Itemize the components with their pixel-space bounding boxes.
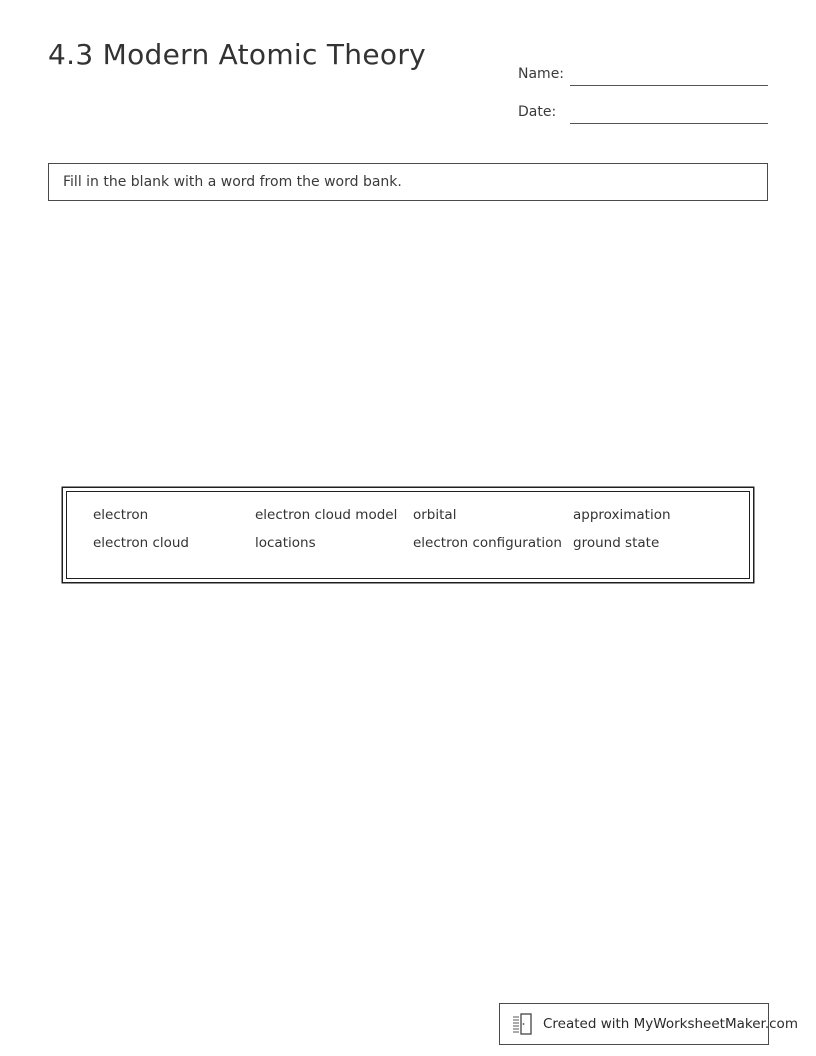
word-bank-item: ground state: [573, 534, 660, 551]
footer-badge[interactable]: [499, 1003, 798, 1045]
word-bank-item: electron cloud model: [255, 507, 398, 523]
word-bank-item: electron cloud: [93, 534, 189, 551]
word-bank: [66, 491, 750, 579]
name-date-block: [518, 48, 768, 124]
word-bank-item: approximation: [573, 507, 671, 523]
instruction-text: Fill in the blank with a word from the word bank.: [63, 174, 402, 190]
date-field-row: [518, 86, 768, 124]
name-input[interactable]: [570, 63, 768, 86]
name-label: Name:: [518, 66, 565, 82]
name-field-row: [518, 48, 768, 86]
badge-label: Created with MyWorksheetMaker.com: [543, 1016, 798, 1032]
page-title: 4.3 Modern Atomic Theory: [48, 38, 426, 71]
word-bank-grid: [67, 506, 749, 553]
word-bank-item: orbital: [413, 507, 457, 523]
word-bank-item: electron: [93, 507, 149, 523]
word-bank-item: locations: [255, 534, 316, 551]
instruction-box: [48, 163, 768, 201]
door-icon: [512, 1012, 534, 1036]
date-input[interactable]: [570, 101, 768, 124]
worksheet-header: [48, 38, 768, 128]
word-bank-item: electron configuration: [413, 534, 562, 551]
date-label: Date:: [518, 104, 557, 120]
